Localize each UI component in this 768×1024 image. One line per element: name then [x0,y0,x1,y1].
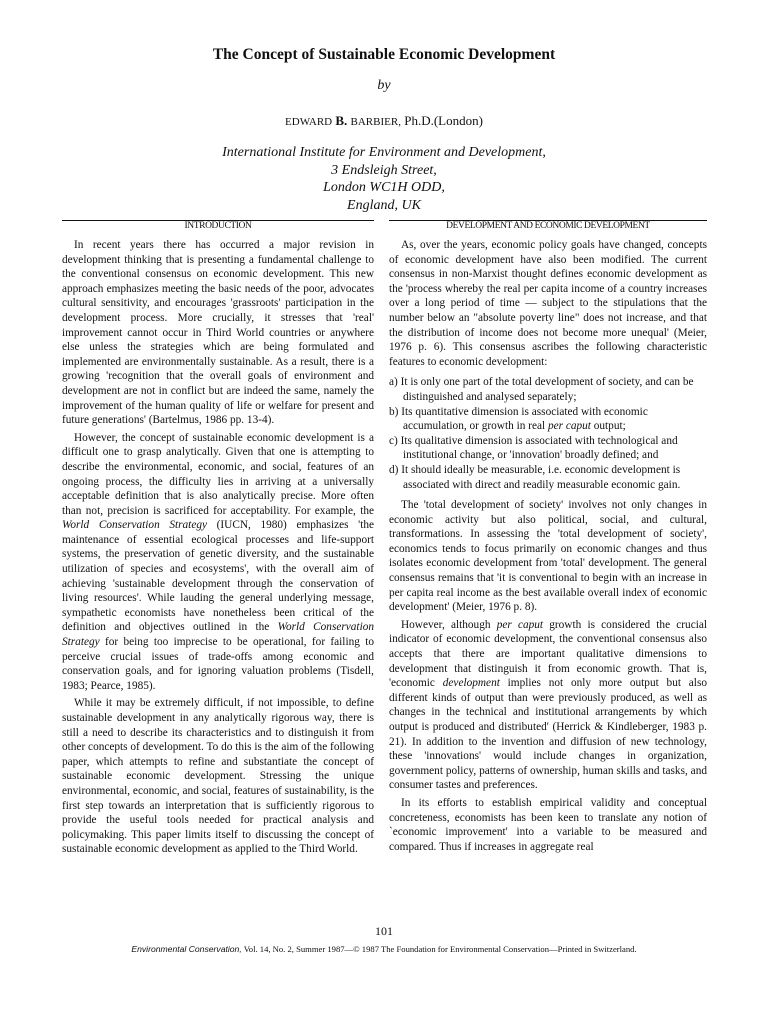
affiliation-line: International Institute for Environment and Development, [222,145,546,160]
author-initial: B. [335,113,348,128]
affiliation [0,144,768,214]
italic-term: per caput [547,420,591,433]
development-heading: DEVELOPMENT AND ECONOMIC DEVELOPMENT [446,221,650,231]
development-paragraph-1: As, over the years, economic policy goals have changed, concepts of economic development have also been modified. The current consensus in non-Marxist thought defines economic development as the 'process whereby the real per capita income of a country increases over a long period of time — subject to the stipulations that the number below an "absolute poverty line" does not increase, and that the distribution of income does not become more unequal' (Meier, 1976 p. 6). This consensus ascribes the following characteristic features to economic development: [389,239,707,368]
author-line [0,113,768,129]
italic-title: World Conservation Strategy [62,621,374,649]
list-item: a) It is only one part of the total development of society, and can be distinguished and analysed separately; [389,376,694,403]
text-run: However, although [401,618,497,631]
article-title: The Concept of Sustainable Economic Development [212,46,556,63]
intro-paragraph-2 [62,431,374,694]
footer-details: Vol. 14, No. 2, Summer 1987—© 1987 The Foundation for Environmental Conservation—Printed in Switzerland. [241,944,637,954]
italic-title: World Conservation Strategy [62,519,207,532]
journal-name: Environmental Conservation, [131,944,242,954]
affiliation-line: 3 Endsleigh Street, [331,162,437,178]
right-column [389,238,707,854]
author-first-name: EDWARD [285,116,333,128]
text-run: growth is considered the crucial indicator of economic development, the conventional consensus also accepts that there are important qualitative dimensions to development that distinguish it from economic growth. That is, 'economic [389,618,708,690]
text-run: implies not only more output but also different kinds of output than were previously produced, as well as changes in the technical and institutional arrangements by which output is produced and distributed' (Herrick & Kindleberger, 1983 p. 21). In addition to the invention and diffusion of new technology, these 'innovations' would include changes in organization, government policy, patterns of ownership, human skills and tasks, and consumer tastes and preferences. [389,677,707,792]
author-last-name: BARBIER, [350,116,401,128]
author-degree: Ph.D.(London) [404,113,483,128]
left-column [62,238,374,857]
text-run: b) Its quantitative dimension is associated with economic accumulation, or growth in real [389,405,648,433]
intro-paragraph-1: In recent years there has occurred a major revision in development thinking that is presenting a fundamental challenge to the conventional consensus on economic development. This new approach emphasizes meeting the basic needs of the poor, advocates cultural sensitivity, and encourages 'grassroots' participation in the development process. More crucially, it stresses that 'real' improvement cannot occur in Third World countries or anywhere else unless the strategies which are being formulated and implemented are environmentally sustainable. As a result, there is a growing 'recognition that the overall goals of environment and development are not in conflict but are indeed the same, namely the improvement of the human quality of life or welfare for present and future generations' (Bartelmus, 1986 pp. 13-4). [62,239,374,427]
italic-term: development [442,677,500,690]
development-paragraph-4: In its efforts to establish empirical validity and conceptual concreteness, economists has been keen to translate any notion of `economic improvement' into a variable to be measured and compared. Thus if increases in aggregate real [389,796,707,853]
development-paragraph-2: The 'total development of society' involves not only changes in economic activity but also political, social, and cultural, transformations. In assessing the 'total development of society', economics tends to focus primarily on economic changes and thus isolates economic development from 'total' development. The general consensus remains that 'it is conventional to begin with an increase in per capita real income as the best available overall index of economic development' (Meier, 1976 p. 8). [389,499,707,614]
italic-term: per caput [496,618,544,631]
list-item: d) It should ideally be measurable, i.e. economic development is associated with direct and readily measurable economic gain. [389,463,681,491]
feature-list [389,375,707,492]
affiliation-line: England, UK [347,197,421,213]
introduction-heading: INTRODUCTION [184,221,252,231]
text-run: However, the concept of sustainable economic development is a difficult one to grasp analytically. Given that one is attempting to describe the environmental, economic, and social, features of an ongoing process, the difficulty lies in arriving at a universally acceptable definition that is also analytically precise. More often than not, precision is sacrificed for acceptability. For example, the [62,431,374,517]
intro-paragraph-3: While it may be extremely difficult, if not impossible, to define sustainable development in any analytically rigorous way, there is still a need to describe its characteristics and to distinguish it from other concepts of development. To do this is the aim of the following paper, which attempts to refine and substantiate the concept of sustainable economic development. Stressing the unique environmental, economic, and social, features of sustainability, is the first step towards an interpretation that is sufficiently rigorous to provide the useful tools needed for practical analysis and policymaking. This paper limits itself to discussing the concept of sustainable economic development as applied to the Third World. [62,697,374,856]
page-number: 101 [375,924,393,938]
text-run: output; [590,420,626,433]
affiliation-line: London WC1H ODD, [323,180,445,195]
text-run: (IUCN, 1980) emphasizes 'the maintenance of essential ecological processes and life-support systems, the preservation of genetic diversity, and the sustainable utilization of species and ecosystems', with the overall aim of achieving 'sustainable development through the conservation of living resources'. While lauding the general underlying message, sympathetic economists have nonetheless been critical of the definition and objectives outlined in the [62,519,374,634]
list-item [389,405,707,434]
development-paragraph-3 [389,618,707,793]
text-run: for being too imprecise to be operational, for failing to perceive crucial issues of trade-offs among economic and conservation goals, and for ignoring valuation problems (Tisdell, 1983; Pearce, 1985). [62,636,374,692]
journal-footer [0,944,768,954]
byline: by [377,78,391,93]
list-item: c) Its qualitative dimension is associated with technological and institutional change, or 'innovation' broadly defined; and [389,434,678,462]
